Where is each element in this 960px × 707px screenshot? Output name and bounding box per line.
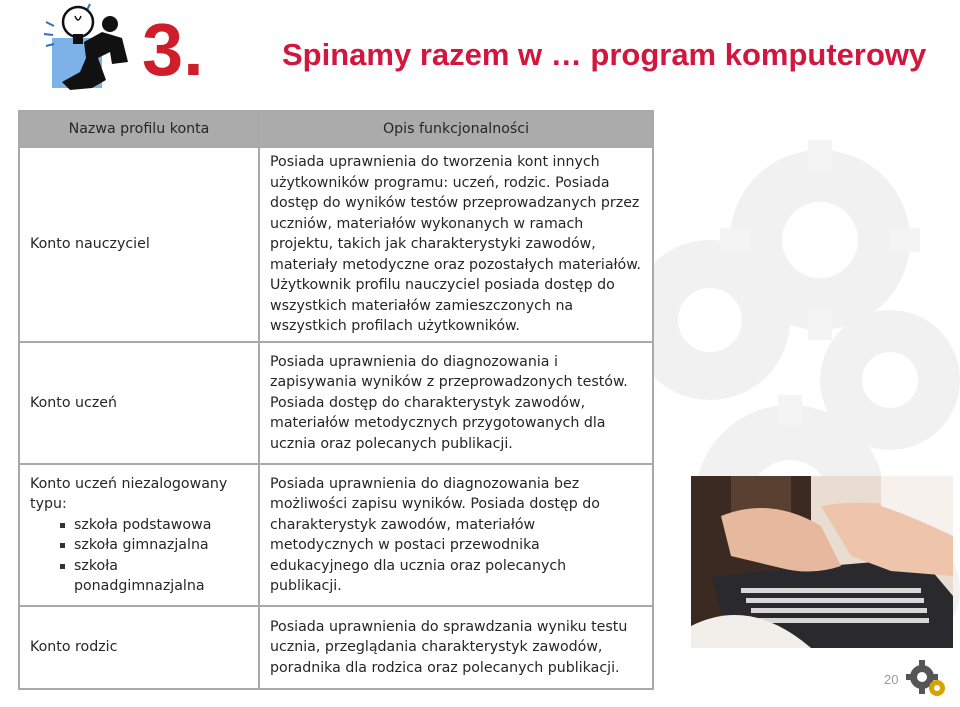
list-item: szkoła podstawowa bbox=[74, 515, 248, 536]
list-item: szkoła gimnazjalna bbox=[74, 535, 248, 556]
typing-on-keyboard-photo bbox=[691, 476, 953, 648]
profile-description-cell: Posiada uprawnienia do diagnozowania i zapisywania wyników z przeprowadzonych testów. Posiada dostęp do charakterystyk zawodów, materiałów metodycznych przygotowanych dla ucznia oraz polecanych publikacji. bbox=[259, 342, 653, 464]
profile-description-cell: Posiada uprawnienia do tworzenia kont innych użytkowników programu: uczeń, rodzic. Posiada dostęp do wyników testów przeprowadzanych przez uczniów, materiałów wykonanych w ramach projektu, takich jak charakterystyki zawodów, materiały metodyczne oraz pozostałych materiałów. Użytkownik profilu nauczyciel posiada dostęp do wszystkich materiałów zamieszczonych na wszystkich profilach użytkowników. bbox=[259, 147, 653, 342]
slide-title: Spinamy razem w … program komputerowy bbox=[282, 37, 927, 72]
table-row bbox=[19, 606, 653, 689]
slide-number: 3. bbox=[142, 8, 204, 91]
table-row bbox=[19, 342, 653, 464]
account-profiles-table bbox=[18, 110, 654, 690]
profile-description-cell: Posiada uprawnienia do sprawdzania wyniku testu ucznia, przeglądania charakterystyk zawodów, poradnika dla rodzica oraz polecanych publikacji. bbox=[259, 606, 653, 689]
profile-name-cell bbox=[19, 464, 259, 606]
list-item: szkoła ponadgimnazjalna bbox=[74, 556, 248, 597]
table-row bbox=[19, 464, 653, 606]
profile-name-cell: Konto nauczyciel bbox=[19, 147, 259, 342]
profile-name-cell: Konto uczeń bbox=[19, 342, 259, 464]
footer-year: 20 bbox=[884, 672, 899, 687]
column-header-profile-name: Nazwa profilu konta bbox=[19, 111, 259, 147]
table-row bbox=[19, 147, 653, 342]
school-type-list bbox=[30, 515, 248, 597]
profile-description-cell: Posiada uprawnienia do diagnozowania bez możliwości zapisu wyników. Posiada dostęp do charakterystyk zawodów, materiałów metodycznych w postaci przewodnika edukacyjnego dla ucznia oraz polecanych publikacji. bbox=[259, 464, 653, 606]
profile-name-cell: Konto rodzic bbox=[19, 606, 259, 689]
gear-icon bbox=[904, 657, 948, 701]
column-header-description: Opis funkcjonalności bbox=[259, 111, 653, 147]
profile-name-label: Konto uczeń niezalogowany typu: bbox=[30, 475, 228, 512]
lightbulb-thinker-icon bbox=[40, 2, 140, 94]
table-header-row bbox=[19, 111, 653, 147]
